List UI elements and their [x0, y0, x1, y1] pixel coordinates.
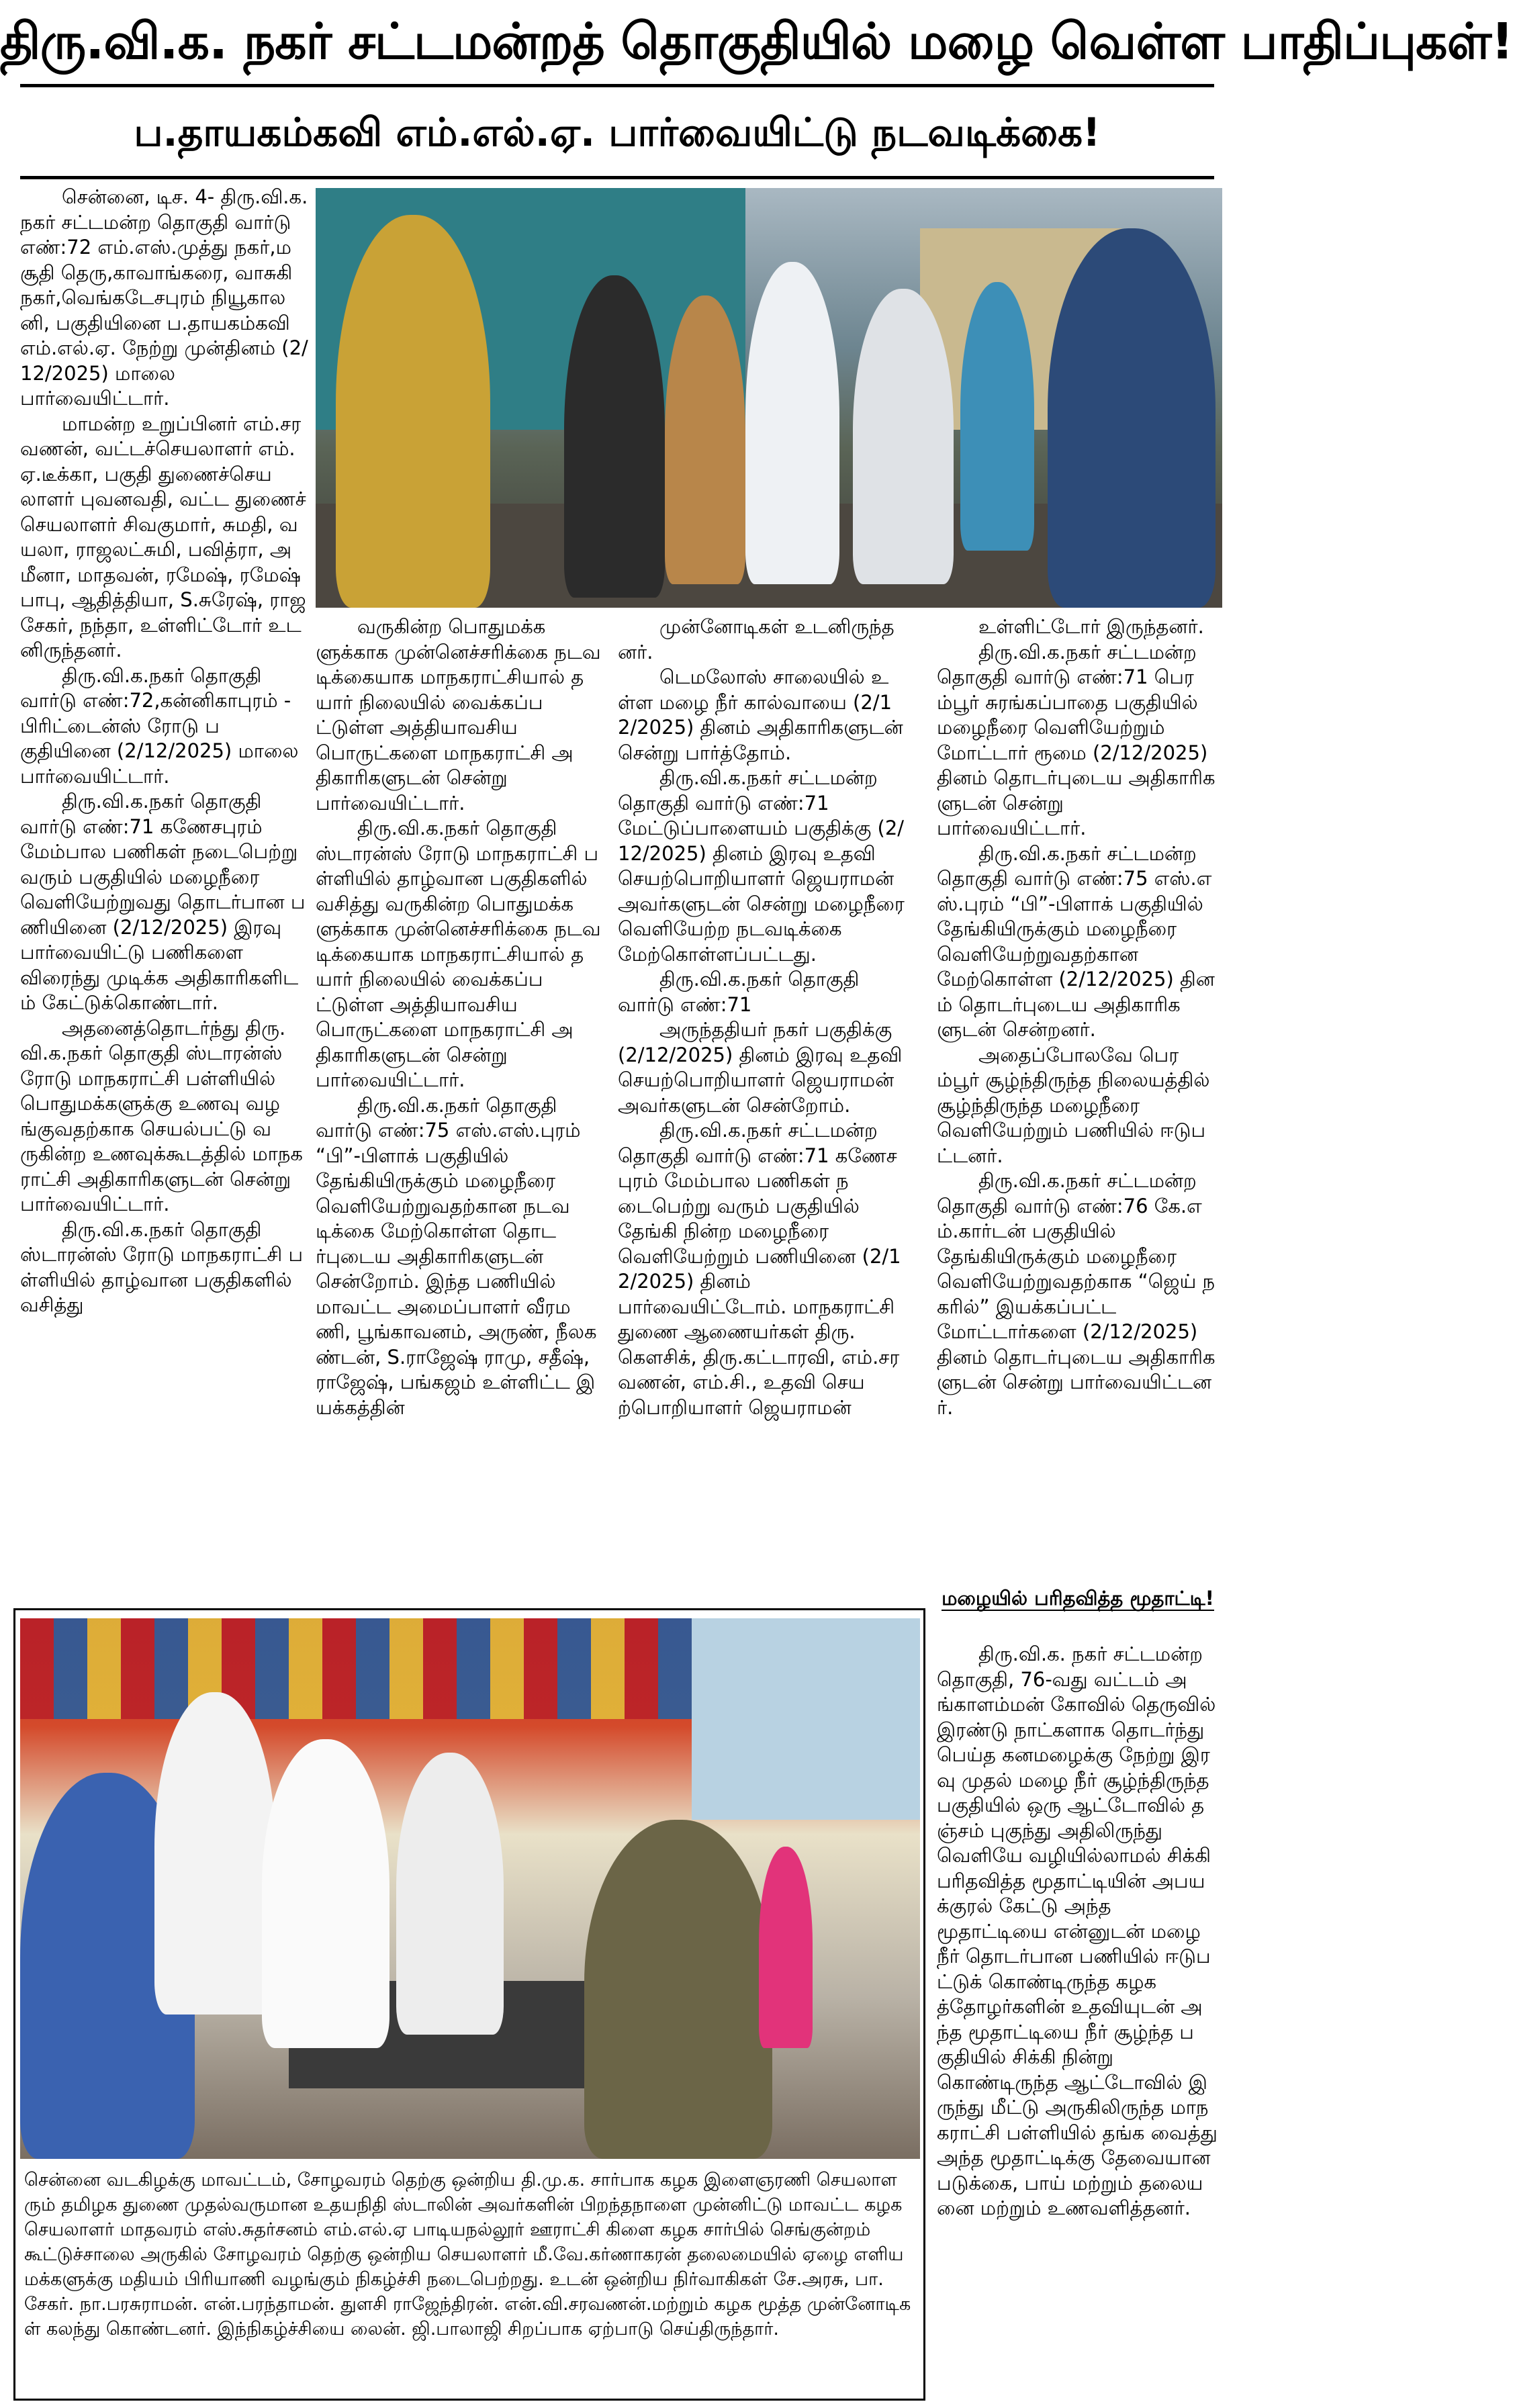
paragraph: உள்ளிட்டோர் இருந்தனர். [978, 615, 1204, 638]
paragraph: திரு.வி.க.நகர் தொகுதி வார்டு எண்:72,கன்னிகாபுரம் - பிரிட்டைன்ஸ் ரோடு பகுதியினை (2/12/2025) மாலை பார்வையிட்டார். [20, 663, 299, 788]
paragraph: சென்னை, டிச. 4- திரு.வி.க.நகர் சட்டமன்ற தொகுதி வார்டு எண்:72 எம்.எஸ்.முத்து நகர்,மசூதி தெரு,காவாங்கரை, வாசுகி நகர்,வெங்கடேசபுரம் நியூகாலனி, பகுதியினை ப.தாயகம்கவி எம்.எல்.ஏ. நேற்று முன்தினம் (2/12/2025) மாலை பார்வையிட்டார். [20, 185, 308, 410]
paragraph: திரு.வி.க.நகர் தொகுதி வார்டு எண்:71 கணேசபுரம் மேம்பால பணிகள் நடைபெற்று வரும் பகுதியில் மழைநீரை வெளியேற்றுவது தொடர்பான பணியினை (2/12/2025) இரவு பார்வையிட்டு பணிகளை விரைந்து முடிக்க அதிகாரிகளிடம் கேட்டுக்கொண்டார். [20, 790, 306, 1014]
paragraph: திரு.வி.க.நகர் சட்டமன்ற தொகுதி வார்டு எண்:71 பெரம்பூர் சுரங்கப்பாதை பகுதியில் மழைநீரை வெளியேற்றும் மோட்டார் ரூமை (2/12/2025) தினம் தொடர்புடைய அதிகாரிகளுடன் சென்று பார்வையிட்டார். [937, 640, 1216, 839]
paragraph: அதனைத்தொடர்ந்து திரு.வி.க.நகர் தொகுதி ஸ்டாரன்ஸ் ரோடு மாநகராட்சி பள்ளியில் பொதுமக்களுக்கு உணவு வழங்குவதற்காக செயல்பட்டு வருகின்ற உணவுக்கூடத்தில் மாநகராட்சி அதிகாரிகளுடன் சென்று பார்வையிட்டார். [20, 1016, 303, 1215]
person-figure [564, 275, 665, 598]
photo-canopy [20, 1618, 692, 1719]
article-column-4 [937, 614, 1219, 1575]
paragraph: வருகின்ற பொதுமக்களுக்காக முன்னெச்சரிக்கை நடவடிக்கையாக மாநகராட்சியால் தயார் நிலையில் வைக்கப்பட்டுள்ள அத்தியாவசிய பொருட்களை மாநகராட்சி அதிகாரிகளுடன் சென்று பார்வையிட்டார். [316, 615, 601, 815]
person-figure [853, 289, 954, 584]
article-column-2 [316, 614, 604, 1602]
person-figure [154, 1692, 275, 2015]
paragraph: திரு.வி.க.நகர் சட்டமன்ற தொகுதி வார்டு எண்:71 கணேசபுரம் மேம்பால பணிகள் நடைபெற்று வரும் பகுதியில் தேங்கி நின்ற மழைநீரை வெளியேற்றும் பணியினை (2/12/2025) தினம் பார்வையிட்டோம். மாநகராட்சி துணை ஆணையர்கள் திரு.கௌசிக், திரு.கட்டாரவி, எம்.சரவணன், எம்.சி., உதவி செயற்பொறியாளர் ஜெயராமன் [618, 1119, 901, 1419]
headline-rule [20, 84, 1214, 87]
paragraph: டெமலோஸ் சாலையில் உள்ள மழை நீர் கால்வாயை (2/12/2025) தினம் அதிகாரிகளுடன் சென்று பார்த்தோம். [618, 665, 903, 764]
person-figure [336, 215, 490, 608]
headline: திரு.வி.க. நகர் சட்டமன்றத் தொகுதியில் மழை வெள்ள பாதிப்புகள்! [0, 13, 1513, 71]
person-figure [745, 262, 839, 584]
paragraph: திரு.வி.க.நகர் சட்டமன்ற தொகுதி வார்டு எண்:76 கே.எம்.கார்டன் பகுதியில் தேங்கியிருக்கும் மழைநீரை வெளியேற்றுவதற்காக “ஜெய் நகரில்” இயக்கப்பட்ட மோட்டார்களை (2/12/2025) தினம் தொடர்புடைய அதிகாரிகளுடன் சென்று பார்வையிட்டனர். [937, 1169, 1216, 1419]
paragraph: திரு.வி.க. நகர் சட்டமன்ற தொகுதி, 76-வது வட்டம் அங்காளம்மன் கோவில் தெருவில் இரண்டு நாட்களாக தொடர்ந்து பெய்த கனமழைக்கு நேற்று இரவு முதல் மழை நீர் சூழ்ந்திருந்த பகுதியில் ஒரு ஆட்டோவில் தஞ்சம் புகுந்து அதிலிருந்து வெளியே வழியில்லாமல் சிக்கி பரிதவித்த மூதாட்டியின் அபயக்குரல் கேட்டு அந்த மூதாட்டியை என்னுடன் மழை நீர் தொடர்பான பணியில் ஈடுபட்டுக் கொண்டிருந்த கழகத்தோழர்களின் உதவியுடன் அந்த மூதாட்டியை நீர் சூழ்ந்த பகுதியில் சிக்கி நின்று கொண்டிருந்த ஆட்டோவில் இருந்து மீட்டு அருகிலிருந்த மாநகராட்சி பள்ளியில் தங்க வைத்து அந்த மூதாட்டிக்கு தேவையான படுக்கை, பாய் மற்றும் தலையனை மற்றும் உணவளித்தனர். [937, 1642, 1218, 2219]
article-column-3 [618, 614, 907, 1602]
subheadline-rule [20, 176, 1214, 179]
biryani-distribution-photo [20, 1618, 920, 2159]
sub-article-heading [937, 1585, 1219, 1612]
article-column-1 [20, 185, 309, 1602]
photo-caption [24, 2168, 917, 2403]
person-figure [960, 282, 1034, 551]
paragraph: அதைப்போலவே பெரம்பூர் சூழ்ந்திருந்த நிலையத்தில் சூழ்ந்திருந்த மழைநீரை வெளியேற்றும் பணியில் ஈடுபட்டனர். [937, 1043, 1210, 1167]
person-figure [665, 295, 745, 584]
mla-inspection-photo [316, 188, 1222, 608]
paragraph: அருந்ததியர் நகர் பகுதிக்கு (2/12/2025) தினம் இரவு உதவி செயற்பொறியாளர் ஜெயராமன் அவர்களுடன் சென்றோம். [618, 1018, 903, 1117]
paragraph: முன்னோடிகள் உடனிருந்தனர். [618, 615, 895, 663]
paragraph: திரு.வி.க.நகர் தொகுதி வார்டு எண்:75 எஸ்.எஸ்.புரம் “பி”-பிளாக் பகுதியில் தேங்கியிருக்கும் மழைநீரை வெளியேற்றுவதற்கான நடவடிக்கை மேற்கொள்ள தொடர்புடைய அதிகாரிகளுடன் சென்றோம். இந்த பணியில் மாவட்ட அமைப்பாளர் வீரமணி, பூங்காவனம், அருண், நீலகண்டன், S.ராஜேஷ் ராமு, சதீஷ், ராஜேஷ், பங்கஜம் உள்ளிட்ட இயக்கத்தின் [316, 1093, 597, 1419]
paragraph: திரு.வி.க.நகர் சட்டமன்ற தொகுதி வார்டு எண்:75 எஸ்.எஸ்.புரம் “பி”-பிளாக் பகுதியில் தேங்கியிருக்கும் மழைநீரை வெளியேற்றுவதற்கான மேற்கொள்ள (2/12/2025) தினம் தொடர்புடைய அதிகாரிகளுடன் சென்றனர். [937, 841, 1215, 1041]
person-figure [584, 1820, 772, 2159]
paragraph: திரு.வி.க.நகர் தொகுதி வார்டு எண்:71 [618, 968, 860, 1016]
sub-article-column [937, 1642, 1219, 2401]
photo-sky [692, 1618, 920, 1820]
paragraph: திரு.வி.க.நகர் தொகுதி ஸ்டாரன்ஸ் ரோடு மாநகராட்சி பள்ளியில் தாழ்வான பகுதிகளில் வசித்து [20, 1217, 304, 1316]
person-figure [262, 1739, 389, 2048]
person-figure [1048, 228, 1216, 608]
paragraph: திரு.வி.க.நகர் சட்டமன்ற தொகுதி வார்டு எண்:71மேட்டுப்பாளையம் பகுதிக்கு (2/12/2025) தினம் இரவு உதவி செயற்பொறியாளர் ஜெயராமன் அவர்களுடன் சென்று மழைநீரை வெளியேற்ற நடவடிக்கை மேற்கொள்ளப்பட்டது. [618, 766, 905, 966]
person-figure [759, 1847, 813, 2048]
person-figure [396, 1753, 504, 2035]
paragraph: திரு.வி.க.நகர் தொகுதி ஸ்டாரன்ஸ் ரோடு மாநகராட்சி பள்ளியில் தாழ்வான பகுதிகளில் வசித்து வருகின்ற பொதுமக்களுக்காக முன்னெச்சரிக்கை நடவடிக்கையாக மாநகராட்சியால் தயார் நிலையில் வைக்கப்பட்டுள்ள அத்தியாவசிய பொருட்களை மாநகராட்சி அதிகாரிகளுடன் சென்று பார்வையிட்டார். [316, 817, 601, 1091]
paragraph: மாமன்ற உறுப்பினர் எம்.சரவணன், வட்டச்செயலாளர் எம்.ஏ.டீக்கா, பகுதி துணைச்செயலாளர் புவனவதி, வட்ட துணைச் செயலாளர் சிவகுமார், சுமதி, வயலா, ராஜலட்சுமி, பவித்ரா, அமீனா, மாதவன், ரமேஷ், ரமேஷ் பாபு, ஆதித்தியா, S.சுரேஷ், ராஜசேகர், நந்தா, உள்ளிட்டோர் உடனிருந்தனர். [20, 412, 306, 661]
caption-text: சென்னை வடகிழக்கு மாவட்டம், சோழவரம் தெற்கு ஒன்றிய தி.மு.க. சார்பாக கழக இளைஞரணி செயலாளரும் தமிழக துணை முதல்வருமான உதயநிதி ஸ்டாலின் அவர்களின் பிறந்தநாளை முன்னிட்டு மாவட்ட கழக செயலாளர் மாதவரம் எஸ்.சுதர்சனம் எம்.எல்.ஏ பாடியநல்லூர் ஊராட்சி கிளை கழக சார்பில் செங்குன்றம் கூட்டுச்சாலை அருகில் சோழவரம் தெற்கு ஒன்றிய செயலாளர் மீ.வே.கர்ணாகரன் தலைமையில் ஏழை எளிய மக்களுக்கு மதியம் பிரியாணி வழங்கும் நிகழ்ச்சி நடைபெற்றது. உடன் ஒன்றிய நிர்வாகிகள் சே.அரசு, பா.சேகர். நா.பரசுராமன். என்.பரந்தாமன். துளசி ராஜேந்திரன். என்.வி.சரவணன்.மற்றும் கழக மூத்த முன்னோடிகள் கலந்து கொண்டனர். இந்நிகழ்ச்சியை லைன். ஜி.பாலாஜி சிறப்பாக ஏற்பாடு செய்திருந்தார். [24, 2170, 911, 2340]
sub-article-heading-text: மழையில் பரிதவித்த மூதாட்டி! [942, 1587, 1214, 1610]
subheadline: ப.தாயகம்கவி எம்.எல்.ஏ. பார்வையிட்டு நடவடிக்கை! [134, 109, 1101, 155]
